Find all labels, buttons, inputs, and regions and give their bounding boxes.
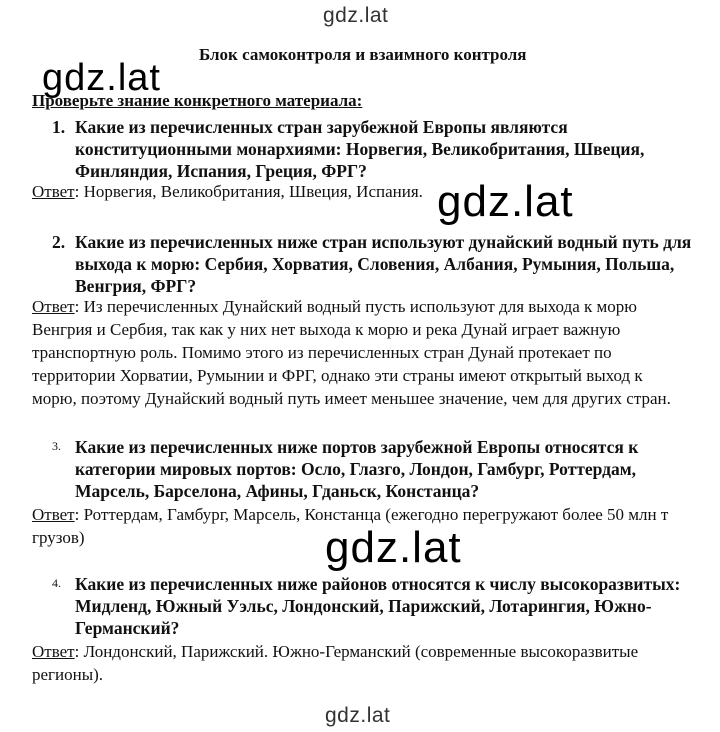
question-1	[52, 116, 65, 138]
answer-label: Ответ	[32, 505, 75, 524]
watermark-bottom: gdz.lat	[325, 704, 391, 727]
question-line: Какие из перечисленных ниже портов зарубежной Европы относятся к	[75, 437, 639, 457]
answer-1: Ответ: Норвегия, Великобритания, Швеция, Испания.	[32, 182, 423, 201]
answer-label: Ответ	[32, 297, 75, 316]
answer-line: морю, поэтому Дунайский водный путь имеет меньшее значение, чем для других стран.	[32, 389, 671, 408]
question-line: Какие из перечисленных ниже стран используют дунайский водный путь для	[75, 232, 692, 252]
answer-line: регионы).	[32, 665, 104, 684]
answer-label: Ответ	[32, 182, 75, 201]
question-2-text	[75, 231, 691, 297]
watermark-left: gdz.lat	[42, 57, 161, 99]
page-title: Блок самоконтроля и взаимного контроля	[199, 45, 527, 64]
question-1-text	[75, 116, 644, 182]
question-line: выхода к морю: Сербия, Хорватия, Словения, Албания, Румыния, Польша,	[75, 254, 675, 274]
question-line: Финляндия, Испания, Греция, ФРГ?	[75, 161, 367, 181]
answer-label: Ответ	[32, 642, 75, 661]
question-number: 4.	[52, 576, 61, 590]
answer-text: Норвегия, Великобритания, Швеция, Испания.	[83, 182, 423, 201]
question-2	[52, 231, 65, 253]
answer-2: Ответ: Из перечисленных Дунайский водный пусть используют для выхода к морю Венгрия и Сербия, так как у них нет выхода к морю и река Дунай играет важную транспортную роль. Помимо этого из перечисленных стран Дунай протекает по территории Хорватии, Румынии и ФРГ, однако эти страны имеют открытый выход к морю, поэтому Дунайский водный путь имеет меньшее значение, чем для других стран.	[32, 297, 671, 408]
question-line: конституционными монархиями: Норвегия, Великобритания, Швеция,	[75, 139, 645, 159]
answer-text: Из перечисленных Дунайский водный пусть используют для выхода к морю	[83, 297, 637, 316]
question-line: Венгрия, ФРГ?	[75, 276, 197, 296]
question-line: Какие из перечисленных ниже районов относятся к числу высокоразвитых:	[75, 574, 681, 594]
watermark-mid-right: gdz.lat	[437, 177, 574, 226]
question-number: 2.	[52, 232, 66, 252]
answer-line: грузов)	[32, 528, 85, 547]
answer-text: Роттердам, Гамбург, Марсель, Констанца (ежегодно перегружают более 50 млн т	[83, 505, 669, 524]
answer-line: Венгрия и Сербия, так как у них нет выхода к морю и река Дунай играет важную	[32, 320, 621, 339]
answer-line: территории Хорватии, Румынии и ФРГ, однако эти страны имеют открытый выход к	[32, 366, 643, 385]
question-line: Какие из перечисленных стран зарубежной Европы являются	[75, 117, 568, 137]
question-line: Мидленд, Южный Уэльс, Лондонский, Парижский, Лотарингия, Южно-	[75, 596, 652, 616]
question-3-text	[75, 436, 638, 502]
watermark-center: gdz.lat	[325, 523, 462, 572]
question-4-text	[75, 573, 680, 639]
answer-text: Лондонский, Парижский. Южно-Германский (современные высокоразвитые	[83, 642, 639, 661]
question-number: 3.	[52, 439, 61, 453]
answer-4: Ответ: Лондонский, Парижский. Южно-Германский (современные высокоразвитые регионы).	[32, 642, 639, 684]
answer-3: Ответ: Роттердам, Гамбург, Марсель, Констанца (ежегодно перегружают более 50 млн т грузов)	[32, 505, 669, 547]
question-line: Марсель, Барселона, Афины, Гданьск, Констанца?	[75, 481, 480, 501]
section-heading: Проверьте знание конкретного материала:	[32, 91, 363, 110]
answer-line: транспортную роль. Помимо этого из перечисленных стран Дунай протекает по	[32, 343, 612, 362]
watermark-top: gdz.lat	[323, 4, 389, 27]
question-line: Германский?	[75, 618, 180, 638]
question-number: 1.	[52, 117, 66, 137]
question-line: категории мировых портов: Осло, Глазго, Лондон, Гамбург, Роттердам,	[75, 459, 636, 479]
